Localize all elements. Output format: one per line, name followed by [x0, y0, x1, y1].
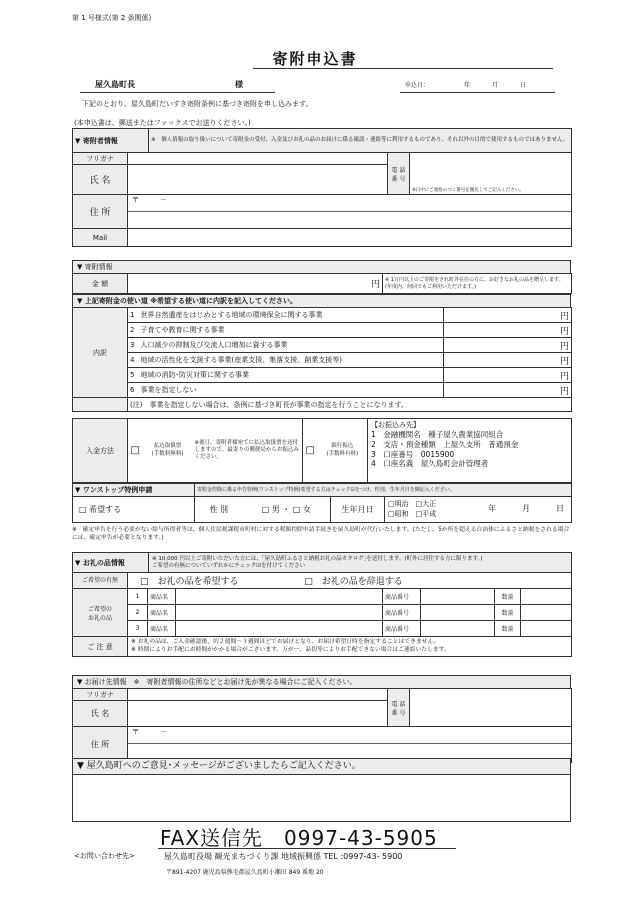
usage-item-number: 2: [130, 326, 135, 334]
usage-item-amount[interactable]: [444, 353, 572, 368]
usage-item-label: 地域の活性化を支援する事業(産業支援、集落支援、創業支援等): [140, 356, 342, 364]
usage-item-amount[interactable]: [444, 308, 572, 323]
usage-label: 内訳: [73, 308, 128, 398]
delivery-furigana-label: フリガナ: [73, 689, 128, 701]
name-label: 氏 名: [73, 165, 128, 195]
gift-row-number: 1: [128, 589, 148, 605]
page-title: 寄附申込書: [272, 50, 358, 68]
caution-label: ご 注 意: [73, 637, 128, 657]
birth-day: 日: [556, 504, 564, 514]
usage-item-text: [128, 323, 444, 338]
delivery-header: ▼ お届け先情報 ※ 寄附者情報の住所などとお届け先が異なる場合にご記入ください。: [72, 675, 571, 689]
caution-line-2: ※ 時期によりお手配にお時間がかかる場合がございます。万が一、品切等によりお手配できない場合はご連絡いたします。: [131, 646, 450, 653]
gift-decline-option[interactable]: □ お礼の品を辞退する: [304, 577, 403, 587]
gift-choice-label: ご希望の お礼の品: [73, 589, 128, 637]
date-label: 申込日：: [405, 82, 430, 89]
gender-label: 性 別: [195, 497, 243, 523]
delivery-postal-code: 〒 －: [128, 727, 571, 744]
usage-item-number: 6: [130, 386, 135, 394]
message-section: [72, 758, 571, 822]
usage-item-label: 事業を指定しない: [140, 386, 197, 394]
message-field[interactable]: [72, 775, 571, 822]
gift-qty-field[interactable]: [521, 621, 572, 637]
bank-info: [368, 419, 572, 483]
usage-item-text: [128, 383, 444, 398]
birth-month: 月: [522, 504, 530, 514]
usage-item-text: [128, 338, 444, 353]
amount-label: 金 額: [73, 274, 128, 294]
addressee: 屋久島町長: [95, 80, 135, 89]
onestop-header: ▼ ワンストップ特例申請: [73, 484, 195, 497]
phone-note: ※日中にご連絡のつく番号を優先してご記入ください。: [412, 188, 524, 194]
gift-header: ▼ お礼の品情報: [73, 553, 149, 573]
usage-item-yen: 円: [559, 371, 569, 382]
usage-row: [73, 323, 572, 338]
birth-year: 年: [488, 504, 496, 514]
gift-name-field[interactable]: [176, 605, 383, 621]
donation-header: ▼ 寄附情報: [72, 260, 571, 274]
gift-name-label: 商品名: [148, 621, 176, 637]
delivery-name-field[interactable]: [128, 701, 388, 727]
onestop-header-note: 寄附金控除に係る申告特例(ワンストップ特例)希望する方はチェック☑をつけ、性別、生年月日を御記入ください。: [195, 484, 572, 497]
contact-info: 屋久島町役場 観光まちづくり課 地域振興係 TEL :0997-43- 5900: [164, 852, 403, 861]
birth-date-units: [488, 504, 568, 514]
furigana-field[interactable]: [128, 153, 388, 165]
contact-label: <お問い合わせ先>: [74, 852, 135, 860]
caution-text: [128, 637, 572, 657]
bank-line: 3 口座番号 0015900: [371, 449, 455, 459]
payment-section: [72, 418, 571, 483]
usage-item-number: 4: [130, 356, 135, 364]
gift-row: [73, 605, 572, 621]
gift-name-label: 商品名: [148, 605, 176, 621]
gift-qty-label: 数量: [495, 621, 521, 637]
usage-item-yen: 円: [559, 326, 569, 337]
usage-header: ▼ 上記寄附金の使い道 ※希望する使い道に内訳を記入してください。: [72, 294, 571, 308]
fax-underline: [158, 848, 456, 849]
phone-label: 電 話 番 号: [388, 153, 410, 195]
gift-qty-field[interactable]: [521, 589, 572, 605]
address-label: 住 所: [73, 195, 128, 229]
furigana-label: フリガナ: [73, 153, 128, 165]
gift-code-label: 商品番号: [383, 589, 421, 605]
addressee-underline: [80, 92, 275, 93]
gift-code-label: 商品番号: [383, 605, 421, 621]
privacy-note: ※ 個人情報の取り扱いについて寄附金の受付、入金及びお礼の品のお届けに係る確認・連絡等に利用するものであり、それ以外の目的で使用するものではありません。: [149, 129, 572, 153]
form-number: 第 1 号様式(第 2 条関係): [72, 14, 152, 22]
gift-qty-field[interactable]: [521, 605, 572, 621]
gift-wish-options[interactable]: [128, 573, 572, 589]
amount-yen: 円: [370, 280, 380, 290]
gift-want-option[interactable]: □ お礼の品を希望する: [140, 577, 239, 587]
era-options[interactable]: [388, 500, 436, 519]
delivery-phone-label: 電 話 番 号: [388, 689, 410, 727]
onestop-section: [72, 483, 571, 523]
usage-item-amount[interactable]: [444, 368, 572, 383]
usage-note: (注) 事業を指定しない場合は、条例に基づき町長が事業の指定を行うことになります。: [128, 398, 572, 412]
donation-section: [72, 260, 571, 294]
gift-name-label: 商品名: [148, 589, 176, 605]
gift-code-field[interactable]: [421, 621, 495, 637]
bank-title: 【お振込み先】: [371, 421, 420, 429]
usage-item-yen: 円: [559, 356, 569, 367]
caution-line-1: ※ お礼の品は、ご入金確認後、約２週間～３週間ほどでお届けとなり、お届け希望日時を指定することはできません。: [131, 638, 440, 645]
delivery-phone-field[interactable]: [410, 689, 572, 727]
onestop-note: ※ 確定申告を行う必要がない給与所得者等は、個人住民税課税市町村に対する税額控除申請手続きを屋久島町が代行いたします。(ただし、5か所を超える自治体にふるさと納税をされる場合には、確定申告が必要となります。): [72, 527, 570, 541]
gender-options[interactable]: □ 男 ・ □ 女: [243, 497, 331, 523]
usage-item-text: [128, 308, 444, 323]
usage-item-number: 3: [130, 341, 135, 349]
name-field[interactable]: [128, 165, 388, 195]
contact-address: 〒891-4207 鹿児島県熊毛郡屋久島町小瀬田 849 番地 20: [166, 869, 324, 876]
usage-row: [73, 353, 572, 368]
payment-option1-checkbox[interactable]: □: [128, 419, 143, 483]
gift-wish-label: ご希望の有無: [73, 573, 128, 589]
gift-note-2: ご希望の有無についていずれかにチェック☑を付けてください: [152, 562, 306, 569]
gift-section: [72, 552, 571, 657]
gift-row: [73, 621, 572, 637]
gift-row: [73, 589, 572, 605]
date-year: 年: [464, 82, 471, 89]
amount-note: ※ 1万円以上のご寄附をされ町外在住の方に、お好きなお礼の品を贈呈します。(年度内、何回でもご利用いただけます。): [383, 274, 572, 294]
era-line-2: □昭和 □平成: [388, 509, 437, 518]
usage-item-yen: 円: [559, 311, 569, 322]
usage-item-number: 1: [130, 311, 135, 319]
usage-row: [73, 338, 572, 353]
fax-number: FAX送信先 0997-43-5905: [160, 826, 438, 850]
usage-section: [72, 294, 571, 412]
date-underline: [400, 92, 555, 93]
usage-item-label: 世界自然遺産をはじめとする地域の環境保全に関する事業: [140, 311, 323, 319]
gift-code-field[interactable]: [421, 605, 495, 621]
bank-line: 1 金融機関名 種子屋久農業協同組合: [371, 430, 504, 440]
onestop-wish[interactable]: □ 希望する: [73, 497, 195, 523]
birth-field[interactable]: [385, 497, 572, 523]
usage-row: [73, 308, 572, 323]
delivery-section: [72, 675, 571, 763]
payment-option2-checkbox[interactable]: □: [303, 419, 318, 483]
mail-field[interactable]: [128, 229, 572, 247]
usage-note-row: [73, 398, 572, 412]
usage-item-amount[interactable]: [444, 383, 572, 398]
usage-item-amount[interactable]: [444, 323, 572, 338]
date-month: 月: [492, 82, 499, 89]
gift-qty-label: 数量: [495, 605, 521, 621]
gift-qty-label: 数量: [495, 589, 521, 605]
donor-header: ▼ 寄附者情報: [73, 129, 149, 153]
usage-item-text: [128, 353, 444, 368]
gift-code-field[interactable]: [421, 589, 495, 605]
date-day: 日: [520, 82, 527, 89]
gift-note-1: ※ 10,000 円以上ご寄附いただいた方には、｢屋久島町ふるさと納税お礼の品カタログ｣を送付します。(町外に居住する方に限ります。): [152, 555, 483, 562]
usage-item-yen: 円: [559, 386, 569, 397]
birth-label: 生年月日: [331, 497, 385, 523]
usage-item-label: 子育てや教育に関する事業: [140, 326, 225, 334]
usage-item-yen: 円: [559, 341, 569, 352]
usage-note-spacer: [73, 398, 128, 412]
delivery-furigana-field[interactable]: [128, 689, 388, 701]
usage-item-amount[interactable]: [444, 338, 572, 353]
delivery-address-label: 住 所: [73, 727, 128, 763]
donor-section: [72, 128, 571, 247]
usage-row: [73, 383, 572, 398]
payment-option1-label: 払込取扱票 (手数料無料): [143, 419, 193, 483]
phone-field[interactable]: [410, 153, 572, 195]
postal-code: 〒 －: [128, 195, 571, 212]
title-underline: [253, 68, 553, 69]
payment-option1-note: ※後日、寄附者様宛てに払込取扱票を送付しますので、最寄りの郵便局からお振込みください。: [193, 419, 303, 483]
address-field[interactable]: [128, 195, 572, 229]
usage-item-label: 人口減少の抑制及び交流人口増加に資する事業: [140, 341, 288, 349]
bank-line: 4 口座名義 屋久島町会計管理者: [371, 459, 489, 469]
message-header: ▼ 屋久島町へのご意見･メッセージがございましたらご記入ください。: [72, 758, 571, 775]
payment-option2-label: 銀行振込 (手数料有料): [318, 419, 368, 483]
submit-note: (本申込書は、郵送またはファックスでお送りください。): [74, 119, 251, 127]
usage-item-label: 地域の消防･防災対策に関する事業: [140, 371, 249, 379]
intro-text: 下記のとおり、屋久島町だいすき寄附条例に基づき寄附を申し込みます。: [82, 100, 313, 108]
delivery-name-label: 氏 名: [73, 701, 128, 727]
bank-line: 2 支店・預金種類 上屋久支所 普通預金: [371, 439, 519, 449]
payment-label: 入金方法: [73, 419, 128, 483]
era-line-1: □明治 □大正: [388, 500, 437, 509]
gift-row-number: 3: [128, 621, 148, 637]
gift-row-number: 2: [128, 605, 148, 621]
gift-header-notes: [149, 553, 572, 573]
gift-name-field[interactable]: [176, 621, 383, 637]
usage-row: [73, 368, 572, 383]
usage-item-number: 5: [130, 371, 135, 379]
amount-field[interactable]: [128, 274, 383, 294]
gift-code-label: 商品番号: [383, 621, 421, 637]
addressee-honorific: 様: [235, 80, 243, 89]
mail-label: Mail: [73, 229, 128, 247]
usage-item-text: [128, 368, 444, 383]
gift-name-field[interactable]: [176, 589, 383, 605]
